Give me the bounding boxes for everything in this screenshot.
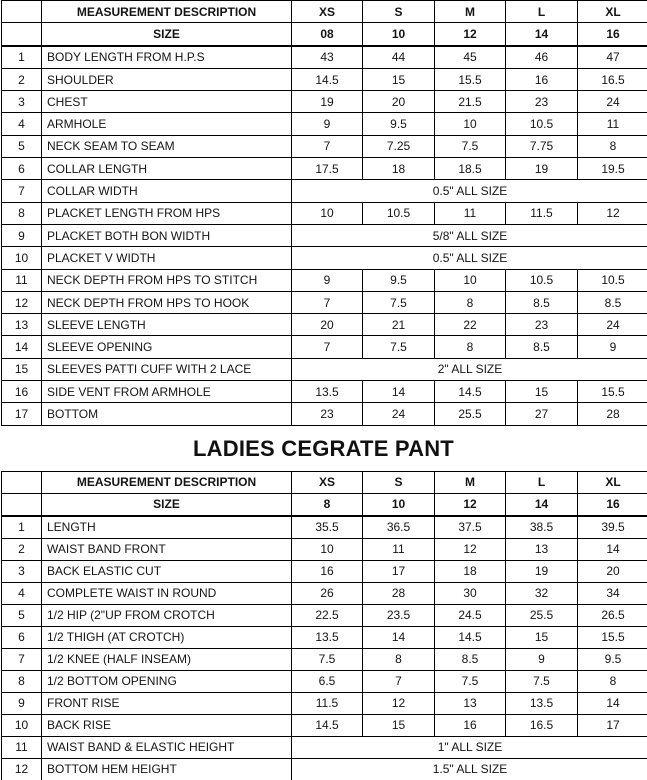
value-cell: 20 [363, 91, 435, 113]
row-number-cell: 8 [2, 670, 42, 692]
size-column-header: XL [578, 471, 647, 493]
value-cell: 8.5 [506, 336, 578, 358]
value-cell: 36.5 [363, 516, 435, 539]
value-cell: 26.5 [578, 604, 647, 626]
size-column-header: S [363, 1, 435, 23]
value-cell: 11.5 [292, 692, 363, 714]
value-cell: 10 [435, 269, 506, 291]
value-cell: 23 [506, 91, 578, 113]
row-number-cell: 6 [2, 158, 42, 180]
value-cell: 7.5 [435, 670, 506, 692]
corner-cell [2, 471, 42, 493]
measurement-row [2, 46, 647, 69]
value-cell: 14.5 [435, 626, 506, 648]
description-cell: SHOULDER [42, 68, 292, 90]
row-number-cell: 2 [2, 68, 42, 90]
value-cell: 43 [292, 46, 363, 69]
description-cell: LENGTH [42, 516, 292, 539]
value-cell: 8 [578, 135, 647, 157]
value-cell: 19 [506, 158, 578, 180]
value-cell: 12 [435, 538, 506, 560]
value-cell: 8.5 [506, 291, 578, 313]
value-cell: 22.5 [292, 604, 363, 626]
size-column-header: M [435, 471, 506, 493]
measurement-row [2, 180, 647, 202]
all-size-merged-cell: 2" ALL SIZE [292, 358, 647, 380]
value-cell: 21.5 [435, 91, 506, 113]
value-cell: 16 [292, 560, 363, 582]
row-number-cell: 15 [2, 358, 42, 380]
value-cell: 14.5 [292, 714, 363, 736]
size-value-cell: 10 [363, 23, 435, 46]
value-cell: 15.5 [435, 68, 506, 90]
value-cell: 24 [578, 91, 647, 113]
value-cell: 17 [578, 714, 647, 736]
value-cell: 15.5 [578, 381, 647, 403]
value-cell: 11 [578, 113, 647, 135]
value-cell: 38.5 [506, 516, 578, 539]
description-cell: WAIST BAND & ELASTIC HEIGHT [42, 736, 292, 758]
value-cell: 16 [435, 714, 506, 736]
value-cell: 7.5 [506, 670, 578, 692]
description-cell: COLLAR LENGTH [42, 158, 292, 180]
description-header-cell: MEASUREMENT DESCRIPTION [42, 471, 292, 493]
all-size-merged-cell: 0.5" ALL SIZE [292, 180, 647, 202]
value-cell: 8 [578, 670, 647, 692]
value-cell: 14 [363, 381, 435, 403]
value-cell: 30 [435, 582, 506, 604]
description-cell: SLEEVE LENGTH [42, 314, 292, 336]
size-row-label: SIZE [42, 23, 292, 46]
measurement-row [2, 736, 647, 758]
value-cell: 7.5 [363, 336, 435, 358]
value-cell: 19.5 [578, 158, 647, 180]
corner-cell [2, 23, 42, 46]
measurement-row [2, 224, 647, 246]
all-size-merged-cell: 5/8" ALL SIZE [292, 224, 647, 246]
description-cell: BOTTOM HEM HEIGHT [42, 758, 292, 780]
size-column-header: XS [292, 1, 363, 23]
measurement-row [2, 113, 647, 135]
measurement-row [2, 560, 647, 582]
value-cell: 7.5 [292, 648, 363, 670]
row-number-cell: 7 [2, 648, 42, 670]
measurement-row [2, 604, 647, 626]
row-number-cell: 3 [2, 91, 42, 113]
measurement-row [2, 358, 647, 380]
value-cell: 8 [435, 291, 506, 313]
measurement-row [2, 538, 647, 560]
size-column-header: S [363, 471, 435, 493]
all-size-merged-cell: 1" ALL SIZE [292, 736, 647, 758]
value-cell: 14.5 [435, 381, 506, 403]
value-cell: 6.5 [292, 670, 363, 692]
value-cell: 47 [578, 46, 647, 69]
row-number-cell: 9 [2, 224, 42, 246]
value-cell: 27 [506, 403, 578, 425]
value-cell: 15 [506, 626, 578, 648]
row-number-cell: 2 [2, 538, 42, 560]
measurement-row [2, 670, 647, 692]
value-cell: 10.5 [506, 269, 578, 291]
measurement-row [2, 381, 647, 403]
size-value-cell: 12 [435, 493, 506, 516]
size-value-cell: 12 [435, 23, 506, 46]
measurement-row [2, 158, 647, 180]
value-cell: 10.5 [506, 113, 578, 135]
value-cell: 21 [363, 314, 435, 336]
row-number-cell: 16 [2, 381, 42, 403]
value-cell: 9.5 [578, 648, 647, 670]
value-cell: 37.5 [435, 516, 506, 539]
header-row [2, 471, 647, 493]
value-cell: 7.5 [435, 135, 506, 157]
size-row [2, 493, 647, 516]
value-cell: 17.5 [292, 158, 363, 180]
description-cell: 1/2 BOTTOM OPENING [42, 670, 292, 692]
value-cell: 39.5 [578, 516, 647, 539]
value-cell: 17 [363, 560, 435, 582]
row-number-cell: 4 [2, 113, 42, 135]
row-number-cell: 5 [2, 604, 42, 626]
value-cell: 7 [292, 291, 363, 313]
corner-cell [2, 1, 42, 23]
row-number-cell: 11 [2, 736, 42, 758]
description-cell: PLACKET BOTH BON WIDTH [42, 224, 292, 246]
description-cell: FRONT RISE [42, 692, 292, 714]
value-cell: 15 [363, 714, 435, 736]
size-value-cell: 14 [506, 493, 578, 516]
value-cell: 22 [435, 314, 506, 336]
value-cell: 19 [292, 91, 363, 113]
pant-section-title: LADIES CEGRATE PANT [193, 435, 454, 461]
description-cell: WAIST BAND FRONT [42, 538, 292, 560]
value-cell: 13.5 [292, 381, 363, 403]
row-number-cell: 17 [2, 403, 42, 425]
size-value-cell: 14 [506, 23, 578, 46]
value-cell: 24.5 [435, 604, 506, 626]
size-value-cell: 16 [578, 23, 647, 46]
row-number-cell: 8 [2, 202, 42, 224]
measurement-row [2, 291, 647, 313]
value-cell: 7.25 [363, 135, 435, 157]
row-number-cell: 1 [2, 46, 42, 69]
description-cell: BODY LENGTH FROM H.P.S [42, 46, 292, 69]
value-cell: 23 [506, 314, 578, 336]
pant-measurement-table [1, 471, 647, 780]
description-cell: COMPLETE WAIST IN ROUND [42, 582, 292, 604]
row-number-cell: 1 [2, 516, 42, 539]
description-cell: BACK ELASTIC CUT [42, 560, 292, 582]
measurement-row [2, 68, 647, 90]
value-cell: 13.5 [292, 626, 363, 648]
row-number-cell: 9 [2, 692, 42, 714]
value-cell: 9 [578, 336, 647, 358]
value-cell: 13 [506, 538, 578, 560]
value-cell: 35.5 [292, 516, 363, 539]
value-cell: 24 [578, 314, 647, 336]
measurement-row [2, 403, 647, 425]
value-cell: 25.5 [435, 403, 506, 425]
value-cell: 8 [363, 648, 435, 670]
value-cell: 13 [435, 692, 506, 714]
value-cell: 7.75 [506, 135, 578, 157]
value-cell: 25.5 [506, 604, 578, 626]
description-cell: PLACKET LENGTH FROM HPS [42, 202, 292, 224]
measurement-row [2, 247, 647, 269]
value-cell: 32 [506, 582, 578, 604]
value-cell: 8.5 [435, 648, 506, 670]
value-cell: 7.5 [363, 291, 435, 313]
value-cell: 10 [292, 202, 363, 224]
size-value-cell: 8 [292, 493, 363, 516]
value-cell: 15 [506, 381, 578, 403]
row-number-cell: 6 [2, 626, 42, 648]
value-cell: 45 [435, 46, 506, 69]
value-cell: 11 [435, 202, 506, 224]
value-cell: 13.5 [506, 692, 578, 714]
value-cell: 11.5 [506, 202, 578, 224]
description-cell: CHEST [42, 91, 292, 113]
description-cell: SIDE VENT FROM ARMHOLE [42, 381, 292, 403]
row-number-cell: 10 [2, 247, 42, 269]
value-cell: 11 [363, 538, 435, 560]
value-cell: 19 [506, 560, 578, 582]
size-column-header: M [435, 1, 506, 23]
value-cell: 9 [292, 113, 363, 135]
value-cell: 7 [292, 336, 363, 358]
value-cell: 20 [578, 560, 647, 582]
value-cell: 15 [363, 68, 435, 90]
value-cell: 14 [363, 626, 435, 648]
value-cell: 8 [435, 336, 506, 358]
description-header-cell: MEASUREMENT DESCRIPTION [42, 1, 292, 23]
size-column-header: XL [578, 1, 647, 23]
all-size-merged-cell: 0.5" ALL SIZE [292, 247, 647, 269]
value-cell: 14.5 [292, 68, 363, 90]
size-column-header: L [506, 1, 578, 23]
description-cell: NECK DEPTH FROM HPS TO HOOK [42, 291, 292, 313]
value-cell: 8.5 [578, 291, 647, 313]
value-cell: 16 [506, 68, 578, 90]
measurement-row [2, 135, 647, 157]
value-cell: 34 [578, 582, 647, 604]
row-number-cell: 5 [2, 135, 42, 157]
value-cell: 14 [578, 538, 647, 560]
value-cell: 24 [363, 403, 435, 425]
value-cell: 9 [506, 648, 578, 670]
shirt-measurement-table [1, 0, 647, 426]
row-number-cell: 12 [2, 291, 42, 313]
value-cell: 16.5 [506, 714, 578, 736]
value-cell: 18.5 [435, 158, 506, 180]
row-number-cell: 14 [2, 336, 42, 358]
value-cell: 26 [292, 582, 363, 604]
value-cell: 18 [435, 560, 506, 582]
description-cell: NECK DEPTH FROM HPS TO STITCH [42, 269, 292, 291]
value-cell: 9.5 [363, 269, 435, 291]
value-cell: 7 [292, 135, 363, 157]
measurement-row [2, 714, 647, 736]
value-cell: 28 [363, 582, 435, 604]
measurement-row [2, 582, 647, 604]
row-number-cell: 7 [2, 180, 42, 202]
measurement-row [2, 91, 647, 113]
size-value-cell: 10 [363, 493, 435, 516]
size-row [2, 23, 647, 46]
measurement-row [2, 269, 647, 291]
description-cell: 1/2 THIGH (AT CROTCH) [42, 626, 292, 648]
measurement-row [2, 758, 647, 780]
size-value-cell: 08 [292, 23, 363, 46]
value-cell: 10.5 [578, 269, 647, 291]
measurement-row [2, 648, 647, 670]
row-number-cell: 11 [2, 269, 42, 291]
value-cell: 9 [292, 269, 363, 291]
value-cell: 15.5 [578, 626, 647, 648]
row-number-cell: 3 [2, 560, 42, 582]
description-cell: SLEEVES PATTI CUFF WITH 2 LACE [42, 358, 292, 380]
value-cell: 18 [363, 158, 435, 180]
corner-cell [2, 493, 42, 516]
description-cell: COLLAR WIDTH [42, 180, 292, 202]
value-cell: 10 [292, 538, 363, 560]
row-number-cell: 4 [2, 582, 42, 604]
measurement-row [2, 516, 647, 539]
header-row [2, 1, 647, 23]
description-cell: 1/2 KNEE (HALF INSEAM) [42, 648, 292, 670]
value-cell: 7 [363, 670, 435, 692]
size-column-header: XS [292, 471, 363, 493]
value-cell: 28 [578, 403, 647, 425]
description-cell: ARMHOLE [42, 113, 292, 135]
row-number-cell: 13 [2, 314, 42, 336]
value-cell: 44 [363, 46, 435, 69]
measurement-row [2, 692, 647, 714]
value-cell: 46 [506, 46, 578, 69]
size-value-cell: 16 [578, 493, 647, 516]
row-number-cell: 12 [2, 758, 42, 780]
value-cell: 12 [578, 202, 647, 224]
value-cell: 12 [363, 692, 435, 714]
value-cell: 9.5 [363, 113, 435, 135]
description-cell: BOTTOM [42, 403, 292, 425]
value-cell: 16.5 [578, 68, 647, 90]
measurement-row [2, 626, 647, 648]
measurement-row [2, 202, 647, 224]
value-cell: 20 [292, 314, 363, 336]
value-cell: 14 [578, 692, 647, 714]
description-cell: NECK SEAM TO SEAM [42, 135, 292, 157]
value-cell: 23 [292, 403, 363, 425]
all-size-merged-cell: 1.5" ALL SIZE [292, 758, 647, 780]
description-cell: PLACKET V WIDTH [42, 247, 292, 269]
description-cell: 1/2 HIP (2"UP FROM CROTCH [42, 604, 292, 626]
value-cell: 23.5 [363, 604, 435, 626]
size-column-header: L [506, 471, 578, 493]
description-cell: SLEEVE OPENING [42, 336, 292, 358]
row-number-cell: 10 [2, 714, 42, 736]
value-cell: 10 [435, 113, 506, 135]
value-cell: 10.5 [363, 202, 435, 224]
size-row-label: SIZE [42, 493, 292, 516]
description-cell: BACK RISE [42, 714, 292, 736]
measurement-row [2, 314, 647, 336]
measurement-row [2, 336, 647, 358]
